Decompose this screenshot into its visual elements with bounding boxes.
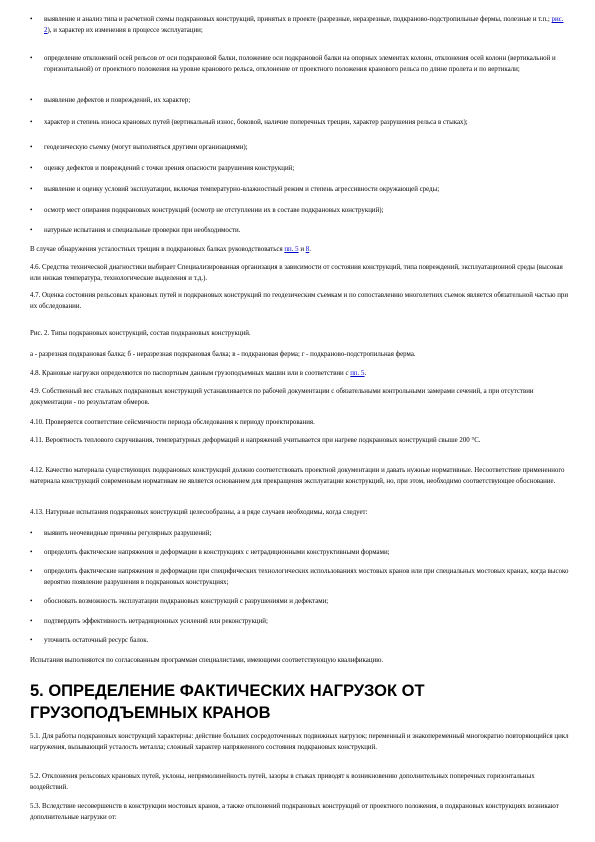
paragraph: Испытания выполняются по согласованным программам специалистами, имеющими соответствующую квалификацию. [30,657,384,664]
paragraph: выявление дефектов и повреждений, их характер; [44,97,191,104]
paragraph: подтвердить эффективность нетрадиционных усилений или реконструкций; [44,618,268,625]
paragraph: обосновать возможность эксплуатации подкрановых конструкций с разрушениями и дефектами; [44,598,329,605]
bullet: • [30,15,33,23]
paragraph: натурные испытания и специальные проверки при необходимости. [44,227,241,234]
paragraph: определить фактические напряжения и деформации при специфических технологических использованиях мостовых кранов или при специальных мостовых кранах, когда высоко вероятно появление разрушения в подкрановых конструкциях; [44,568,569,586]
bullet: • [30,164,33,172]
paragraph: 4.6. Средства технической диагностики выбирает Специализированная организация в зависимости от состояния конструкций, типа повреждений, эксплуатационной среды (высокая или низкая температура, технологические выделения и т.д.). [30,264,563,282]
paragraph: 4.10. Проверяется соответствие сейсмичности периода обследования к периоду проектирования. [30,419,315,426]
paragraph: В случае обнаружения усталостных трещин в подкрановых балках руководствоваться пп. 5 и 8. [30,246,311,253]
paragraph: осмотр мест опирания подкрановых конструкций (осмотр не отступлении их в составе подкрановых конструкций); [44,207,384,214]
figure-caption: Рис. 2. Типы подкрановых конструкций, состав подкрановых конструкций. [30,330,251,337]
paragraph: 4.7. Оценка состояния рельсовых крановых путей и подкрановых конструкций по геодезическим съемкам и по сопоставлению многолетних съемок является обязательной частью при их обследовании. [30,292,569,310]
bullet: • [30,567,33,575]
bullet: • [30,143,33,151]
section-link[interactable]: 8 [305,246,310,253]
paragraph: 4.12. Качество материала существующих подкрановых конструкций должно соответствовать проектной документации и давать нужные нормативные. Несоответствие примененного материала конструкций современным нормативам не является основанием для прекращения эксплуатации конструкций, но, при этом, необходимо соответствующее обоснование. [30,467,565,485]
paragraph: характер и степень износа крановых путей (вертикальный износ, боковой, наличие поперечных трещин, характер разрушения рельса в стыках); [44,119,468,126]
paragraph: геодезическую съемку (могут выполняться другими организациями); [44,144,248,151]
bullet: • [30,226,33,234]
figure-legend: а - разрезная подкрановая балка; б - неразрезная подкрановая балка; в - подкрановая ферма; г - подкраново-подстропильная ферма. [30,351,416,358]
paragraph: определение отклонений осей рельсов от оси подкрановой балки, положение оси подкрановой балки на опорных элементах колонн, отклонения осей колонн (вертикальной и горизонтальной) от проектного положения на уровне кранового рельса, отклонение от проектного положения кранового рельса по длине пролета и по вертикали; [44,55,556,73]
bullet: • [30,118,33,126]
bullet: • [30,96,33,104]
bullet: • [30,529,33,537]
paragraph: 5.1. Для работы подкрановых конструкций характерны: действие больших сосредоточенных подвижных нагрузок; переменный и знакопеременный многократно повторяющийся цикл нагружения, вызывающий усталость металла; сложный характер напряженного состояния подкрановых конструкций. [30,733,569,751]
paragraph: выявить неочевидные причины регулярных разрушений; [44,530,212,537]
bullet: • [30,617,33,625]
section-link[interactable]: пп. 5 [284,246,299,253]
paragraph: 4.11. Вероятность теплового скручивания, температурных деформаций и напряжений учитывается при нагреве подкрановых конструкций свыше 200 °С. [30,437,481,444]
section-heading: 5. ОПРЕДЕЛЕНИЕ ФАКТИЧЕСКИХ НАГРУЗОК ОТ ГРУЗОПОДЪЕМНЫХ КРАНОВ [30,682,425,722]
bullet: • [30,185,33,193]
bullet: • [30,548,33,556]
section-link[interactable]: пп. 5 [350,370,365,377]
paragraph: выявление и анализ типа и расчетной схемы подкрановых конструкций, принятых в проекте (разрезные, неразрезные, подкраново-подстропильные фермы, полезные и т.п.; рис. 2), и характер их изменения в процессе эксплуатации; [44,16,564,34]
paragraph: определить фактические напряжения и деформации в конструкциях с нетрадиционными конструктивными формами; [44,549,390,556]
bullet: • [30,597,33,605]
figure-link[interactable]: рис. 2 [44,16,564,34]
bullet: • [30,636,33,644]
paragraph: 4.8. Крановые нагрузки определяются по паспортным данным грузоподъемных машин или в соответствии с пп. 5. [30,370,367,377]
paragraph: уточнить остаточный ресурс балок. [44,637,149,644]
bullet: • [30,206,33,214]
paragraph: 5.2. Отклонения рельсовых крановых путей, уклоны, непрямолинейность путей, зазоры в стыках приводят к возникновению дополнительных поперечных горизонтальных воздействий. [30,773,535,791]
paragraph: оценку дефектов и повреждений с точки зрения опасности разрушения конструкций; [44,165,295,172]
paragraph: 4.9. Собственный вес стальных подкрановых конструкций устанавливается по рабочей документации с обязательными контрольными замерами сечений, а при отсутствии документации - по результатам обмеров. [30,388,534,406]
paragraph: 5.3. Вследствие несовершенств в конструкции мостовых кранов, а также отклонений подкрановых конструкций от проектного положения, в подкрановых конструкциях возникают дополнительные нагрузки от: [30,803,559,821]
paragraph: выявление и оценку условий эксплуатации, включая температурно-влажностный режим и степень агрессивности окружающей среды; [44,186,440,193]
paragraph: 4.13. Натурные испытания подкрановых конструкций целесообразны, а в ряде случаев необходимы, когда следует: [30,509,368,516]
bullet: • [30,54,33,62]
